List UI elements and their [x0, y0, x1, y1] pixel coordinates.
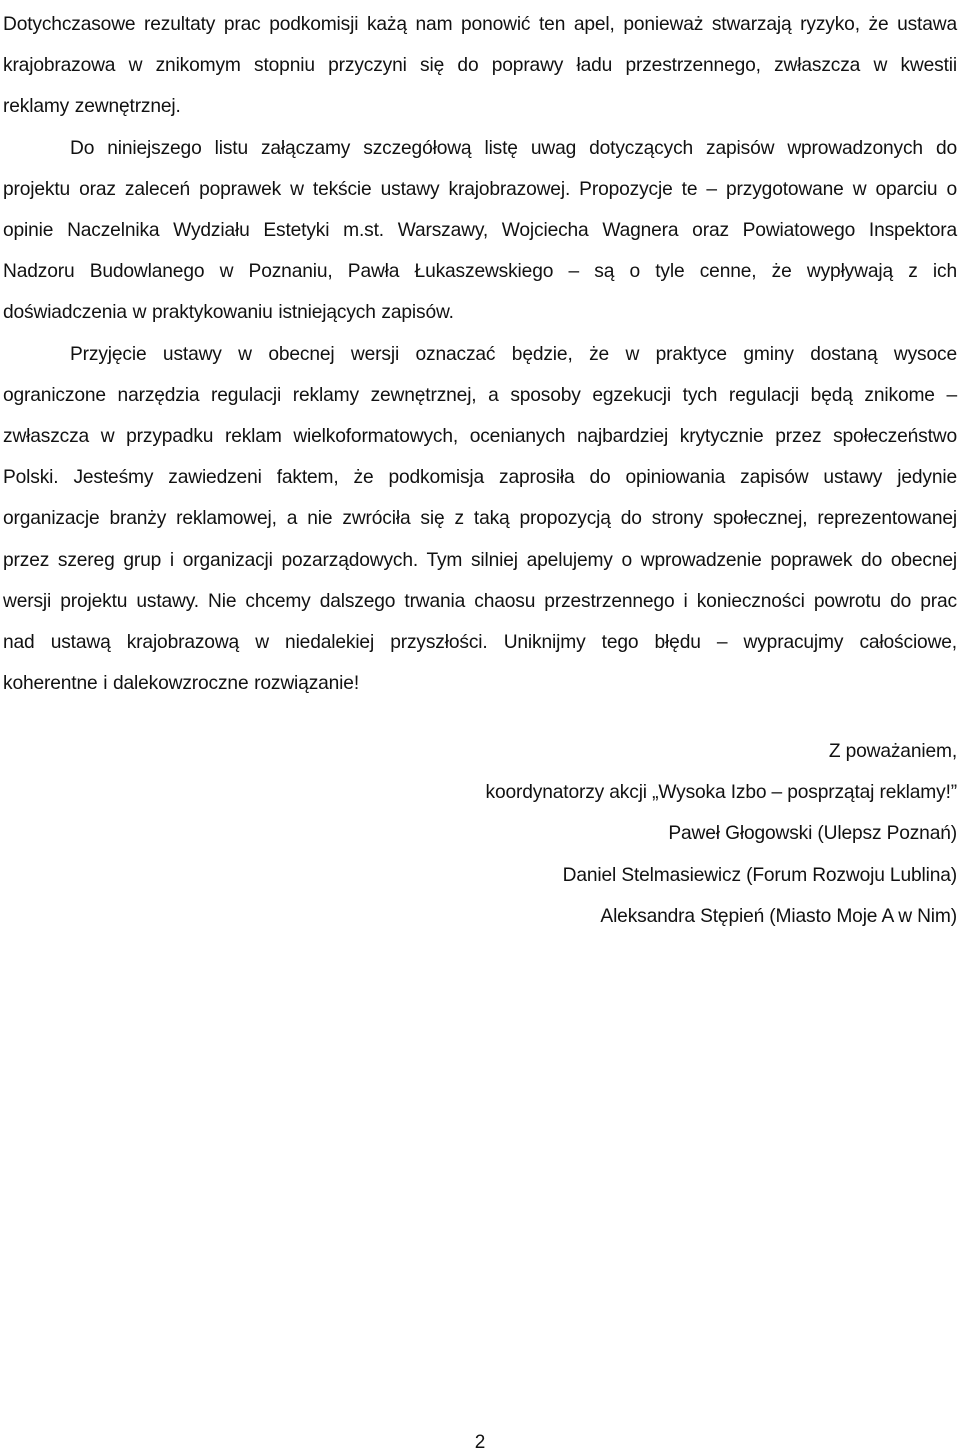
paragraph-3-line: nad ustawą krajobrazową w niedalekiej przyszłości. Uniknijmy tego błędu – wypracujmy całościowe,	[3, 632, 957, 654]
paragraph-3-line: ograniczone narzędzia regulacji reklamy zewnętrznej, a sposoby egzekucji tych regulacji będą znikome –	[3, 384, 957, 406]
paragraph-3-line: wersji projektu ustawy. Nie chcemy dalszego trwania chaosu przestrzennego i konieczności powrotu do prac	[3, 590, 957, 612]
closing-salutation: Z poważaniem,	[828, 741, 957, 762]
paragraph-3-line: Przyjęcie ustawy w obecnej wersji oznaczać będzie, że w praktyce gminy dostaną wysoce	[70, 343, 957, 365]
paragraph-3-line: przez szereg grup i organizacji pozarządowych. Tym silniej apelujemy o wprowadzenie poprawek do obecnej	[3, 549, 957, 571]
paragraph-3-line: zwłaszcza w przypadku reklam wielkoformatowych, ocenianych najbardziej krytycznie przez społeczeństwo	[3, 426, 957, 448]
signature-block	[486, 731, 957, 937]
paragraph-1	[3, 4, 957, 128]
paragraph-1-line: Dotychczasowe rezultaty prac podkomisji każą nam ponowić ten apel, ponieważ stwarzają ryzyko, że ustawa	[3, 14, 957, 35]
paragraph-1-line: reklamy zewnętrznej.	[3, 96, 181, 118]
paragraph-2-line: Nadzoru Budowlanego w Poznaniu, Pawła Łukaszewskiego – są o tyle cenne, że wypływają z ich	[3, 261, 957, 283]
paragraph-2-line: doświadczenia w praktykowaniu istniejących zapisów.	[3, 302, 454, 324]
paragraph-2-line: opinie Naczelnika Wydziału Estetyki m.st. Warszawy, Wojciecha Wagnera oraz Powiatowego Inspektora	[3, 220, 957, 242]
paragraph-3	[3, 334, 957, 705]
signer-name: Paweł Głogowski (Ulepsz Poznań)	[668, 823, 957, 845]
paragraph-2	[3, 128, 957, 334]
paragraph-3-line: koherentne i dalekowzroczne rozwiązanie!	[3, 673, 359, 695]
paragraph-2-line: projektu oraz zaleceń poprawek w tekście ustawy krajobrazowej. Propozycje te – przygotowane w oparciu o	[3, 178, 957, 200]
signer-name: Daniel Stelmasiewicz (Forum Rozwoju Lublina)	[562, 864, 957, 886]
letter-body	[3, 4, 957, 704]
paragraph-3-line: organizacje branży reklamowej, a nie zwróciła się z taką propozycją do strony społecznej, reprezentowanej	[3, 508, 957, 530]
coordinators-line: koordynatorzy akcji „Wysoka Izbo – posprzątaj reklamy!”	[485, 782, 957, 804]
paragraph-3-line: Polski. Jesteśmy zawiedzeni faktem, że podkomisja zaprosiła do opiniowania zapisów ustawy jedynie	[3, 467, 957, 489]
page-number: 2	[474, 1432, 486, 1453]
paragraph-1-line: krajobrazowa w znikomym stopniu przyczyni się do poprawy ładu przestrzennego, zwłaszcza w kwestii	[3, 55, 957, 77]
paragraph-2-line: Do niniejszego listu załączamy szczegółową listę uwag dotyczących zapisów wprowadzonych do	[70, 137, 957, 159]
signer-name: Aleksandra Stępień (Miasto Moje A w Nim)	[600, 905, 957, 927]
